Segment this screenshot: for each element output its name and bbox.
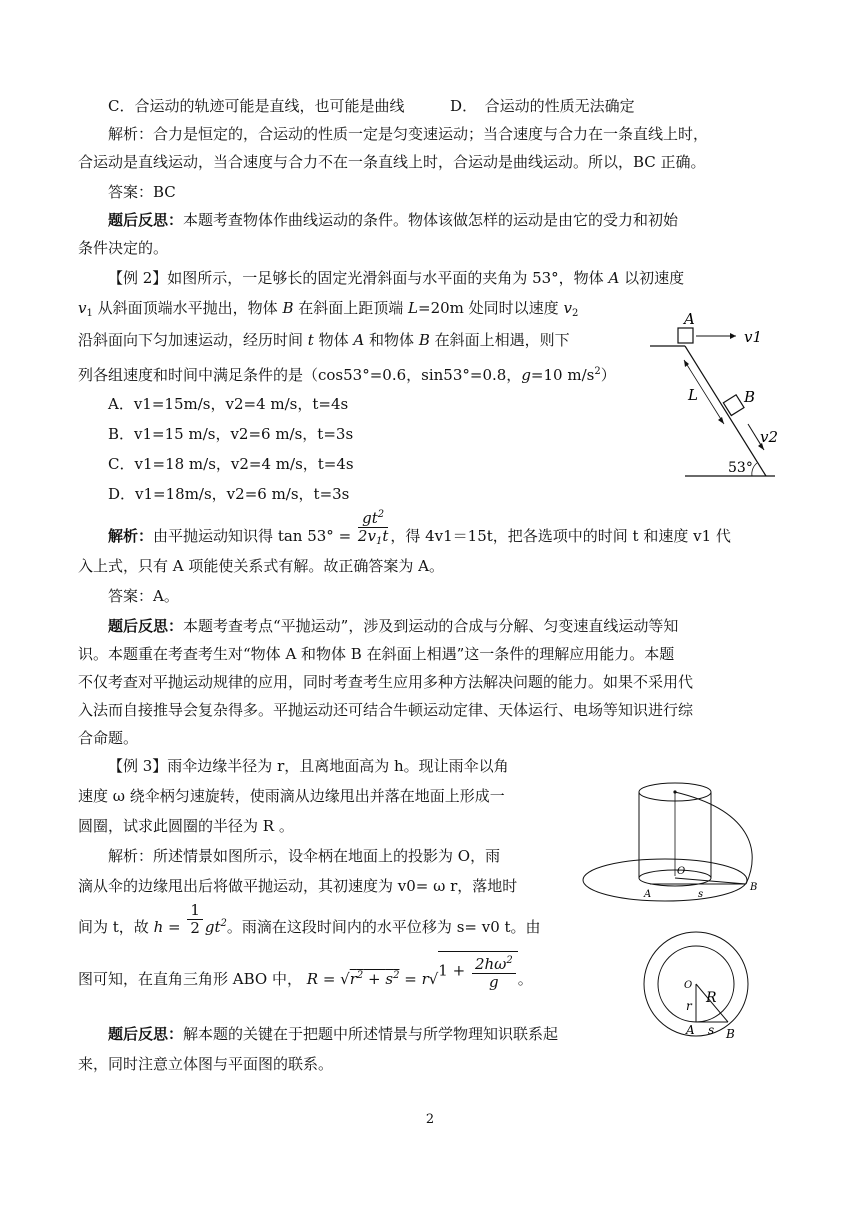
solution-3-line-3: 间为 t，故 h = $\frac{1}{2}$ $gt^2$。雨滴在这段时间内的水平位移为 s= v0 t。由 bbox=[78, 900, 541, 937]
example-3-line-3: 圆圈，试求此圆圈的半径为 R 。 bbox=[78, 817, 294, 835]
text-span: =10 m/s bbox=[530, 366, 595, 384]
text-span: 在斜面上距顶端 bbox=[298, 299, 404, 317]
example-3-line-2: 速度 ω 绕伞柄匀速旋转，使雨滴从边缘甩出并落在地面上形成一 bbox=[78, 787, 505, 805]
text-line: 入法而自接推导会复杂得多。平抛运动还可结合牛顿运动定律、天体运行、电场等知识进行综 bbox=[78, 701, 694, 719]
text-line: 识。本题重在考查考生对“物体 A 和物体 B 在斜面上相遇”这一条件的理解应用能力。本题 bbox=[78, 645, 675, 663]
page-number: 2 bbox=[425, 1112, 435, 1127]
text-span: ，得 4v1＝15t，把各选项中的时间 t 和速度 v1 代 bbox=[390, 527, 731, 545]
label-A: A bbox=[684, 310, 695, 328]
formula-fraction: $\frac{gt^2}{2v_1t}$ bbox=[358, 506, 388, 550]
label-v1: v1 bbox=[744, 328, 763, 346]
label-v2: v2 bbox=[760, 428, 779, 446]
text-span: 本题考查考点“平抛运动”，涉及到运动的合成与分解、匀变速直线运动等知 bbox=[183, 617, 679, 635]
text-span: 从斜面顶端水平抛出，物体 bbox=[97, 299, 278, 317]
text-span: 以初速度 bbox=[624, 269, 685, 287]
label-s: s bbox=[708, 1023, 715, 1037]
solution-3-line-1: 解析：所述情景如图所示，设伞柄在地面上的投影为 O，雨 bbox=[108, 847, 501, 865]
text-span: 物体 bbox=[318, 331, 349, 349]
label-B: B bbox=[726, 1027, 735, 1041]
label-O: O bbox=[684, 980, 693, 991]
reflection-label: 题后反思： bbox=[108, 1025, 184, 1043]
option-c: C．v1=18 m/s，v2=4 m/s，t=4s bbox=[108, 455, 354, 473]
example-2-line-3: 沿斜面向下匀加速运动，经历时间 t 物体 A 和物体 B 在斜面上相遇，则下 bbox=[78, 331, 570, 349]
formula-fraction: $\frac{2h\omega^2}{g}$ bbox=[472, 952, 516, 991]
solution-3-line-4: 图可知，在直角三角形 ABO 中， $R = √r^2 + s^2 = r√1$ + $\frac{2h\omega^2}{g}$ 。 bbox=[78, 966, 533, 991]
text-line: 合命题。 bbox=[78, 729, 139, 747]
answer-2: 答案：A。 bbox=[108, 587, 179, 605]
answer-line: 答案：BC bbox=[108, 183, 176, 201]
label-r: r bbox=[686, 999, 692, 1013]
option-b: B．v1=15 m/s，v2=6 m/s，t=3s bbox=[108, 425, 354, 443]
text-span: 在斜面上相遇，则下 bbox=[434, 331, 570, 349]
reflection-label: 题后反思： bbox=[108, 211, 184, 229]
umbrella-top-view-figure bbox=[638, 930, 758, 1042]
text-line: 解析：合力是恒定的，合运动的性质一定是匀变速运动；当合速度与合力在一条直线上时， bbox=[108, 125, 709, 143]
label-B: B bbox=[744, 388, 756, 406]
option-line-cd bbox=[108, 96, 635, 116]
example-2-line-1: 【例 2】如图所示，一足够长的固定光滑斜面与水平面的夹角为 53°，物体 A 以初速度 bbox=[108, 269, 685, 287]
option-a: A．v1=15m/s，v2=4 m/s，t=4s bbox=[108, 395, 349, 413]
text-line: 不仅考查对平抛运动规律的应用，同时考查考生应用多种方法解决问题的能力。如果不采用代 bbox=[78, 673, 694, 691]
label-A: A bbox=[644, 889, 652, 900]
text-span: 列各组速度和时间中满足条件的是（cos53°=0.6，sin53°=0.8， bbox=[78, 366, 522, 384]
solution-label: 解析： bbox=[108, 527, 154, 545]
text-line: 条件决定的。 bbox=[78, 239, 169, 257]
text-span: =20m 处同时以速度 bbox=[418, 299, 559, 317]
reflection-text: 本题考查物体作曲线运动的条件。物体该做怎样的运动是由它的受力和初始 bbox=[183, 211, 679, 229]
text-span: 图可知，在直角三角形 ABO 中， bbox=[78, 970, 302, 988]
text-span: 沿斜面向下匀加速运动，经历时间 bbox=[78, 331, 304, 349]
example-2-line-4: 列各组速度和时间中满足条件的是（cos53°=0.6，sin53°=0.8，g=10 $m/s^2$） bbox=[78, 366, 616, 384]
solution-3-line-2: 滴从伞的边缘甩出后将做平抛运动，其初速度为 v0= ω r，落地时 bbox=[78, 877, 518, 895]
option-d: D．v1=18m/s，v2=6 m/s，t=3s bbox=[108, 485, 350, 503]
solution-2-line-1: 解析：由平抛运动知识得 tan 53° = $\frac{gt^2}{2v_1t}$ ，得 4v1＝15t，把各选项中的时间 t 和速度 v1 代 bbox=[108, 524, 731, 550]
umbrella-3d-figure bbox=[580, 770, 780, 905]
text-span: 【例 2】如图所示，一足够长的固定光滑斜面与水平面的夹角为 53°，物体 bbox=[108, 269, 604, 287]
formula-fraction: $\frac{1}{2}$ bbox=[187, 902, 203, 937]
text-line: 合运动是直线运动，当合速度与合力不在一条直线上时，合运动是曲线运动。所以，BC 正确。 bbox=[78, 153, 706, 171]
text-line: 来，同时注意立体图与平面图的联系。 bbox=[78, 1055, 334, 1073]
incline-figure bbox=[640, 300, 780, 480]
label-O: O bbox=[677, 866, 686, 877]
reflection-label: 题后反思： bbox=[108, 617, 184, 635]
reflection-2-line-1 bbox=[108, 616, 678, 636]
reflection-line bbox=[108, 210, 678, 230]
text-span: 由平抛运动知识得 bbox=[153, 527, 274, 545]
text-span: 间为 t，故 bbox=[78, 918, 149, 936]
example-2-line-2: $v_1$ 从斜面顶端水平抛出，物体 B 在斜面上距顶端 L=20m 处同时以速度 $v_2$ bbox=[78, 299, 579, 319]
reflection-3-line-1 bbox=[108, 1024, 558, 1044]
option-c: C．合运动的轨迹可能是直线，也可能是曲线 bbox=[108, 97, 405, 115]
label-A: A bbox=[686, 1023, 695, 1037]
solution-2-line-2: 入上式，只有 A 项能使关系式有解。故正确答案为 A。 bbox=[78, 557, 444, 575]
label-s: s bbox=[698, 889, 704, 900]
text-span: 解本题的关键在于把题中所述情景与所学物理知识联系起 bbox=[183, 1025, 559, 1043]
text-span: 和物体 bbox=[369, 331, 415, 349]
label-B: B bbox=[750, 882, 758, 893]
label-L: L bbox=[688, 386, 698, 404]
option-d: D． 合运动的性质无法确定 bbox=[450, 97, 635, 115]
label-R: R bbox=[706, 990, 717, 1006]
text-span: 。雨滴在这段时间内的水平位移为 s= v0 t。由 bbox=[226, 918, 541, 936]
label-angle: 53° bbox=[728, 460, 753, 476]
text-span: 。 bbox=[517, 970, 533, 988]
example-3-line-1: 【例 3】雨伞边缘半径为 r，且离地面高为 h。现让雨伞以角 bbox=[108, 757, 509, 775]
